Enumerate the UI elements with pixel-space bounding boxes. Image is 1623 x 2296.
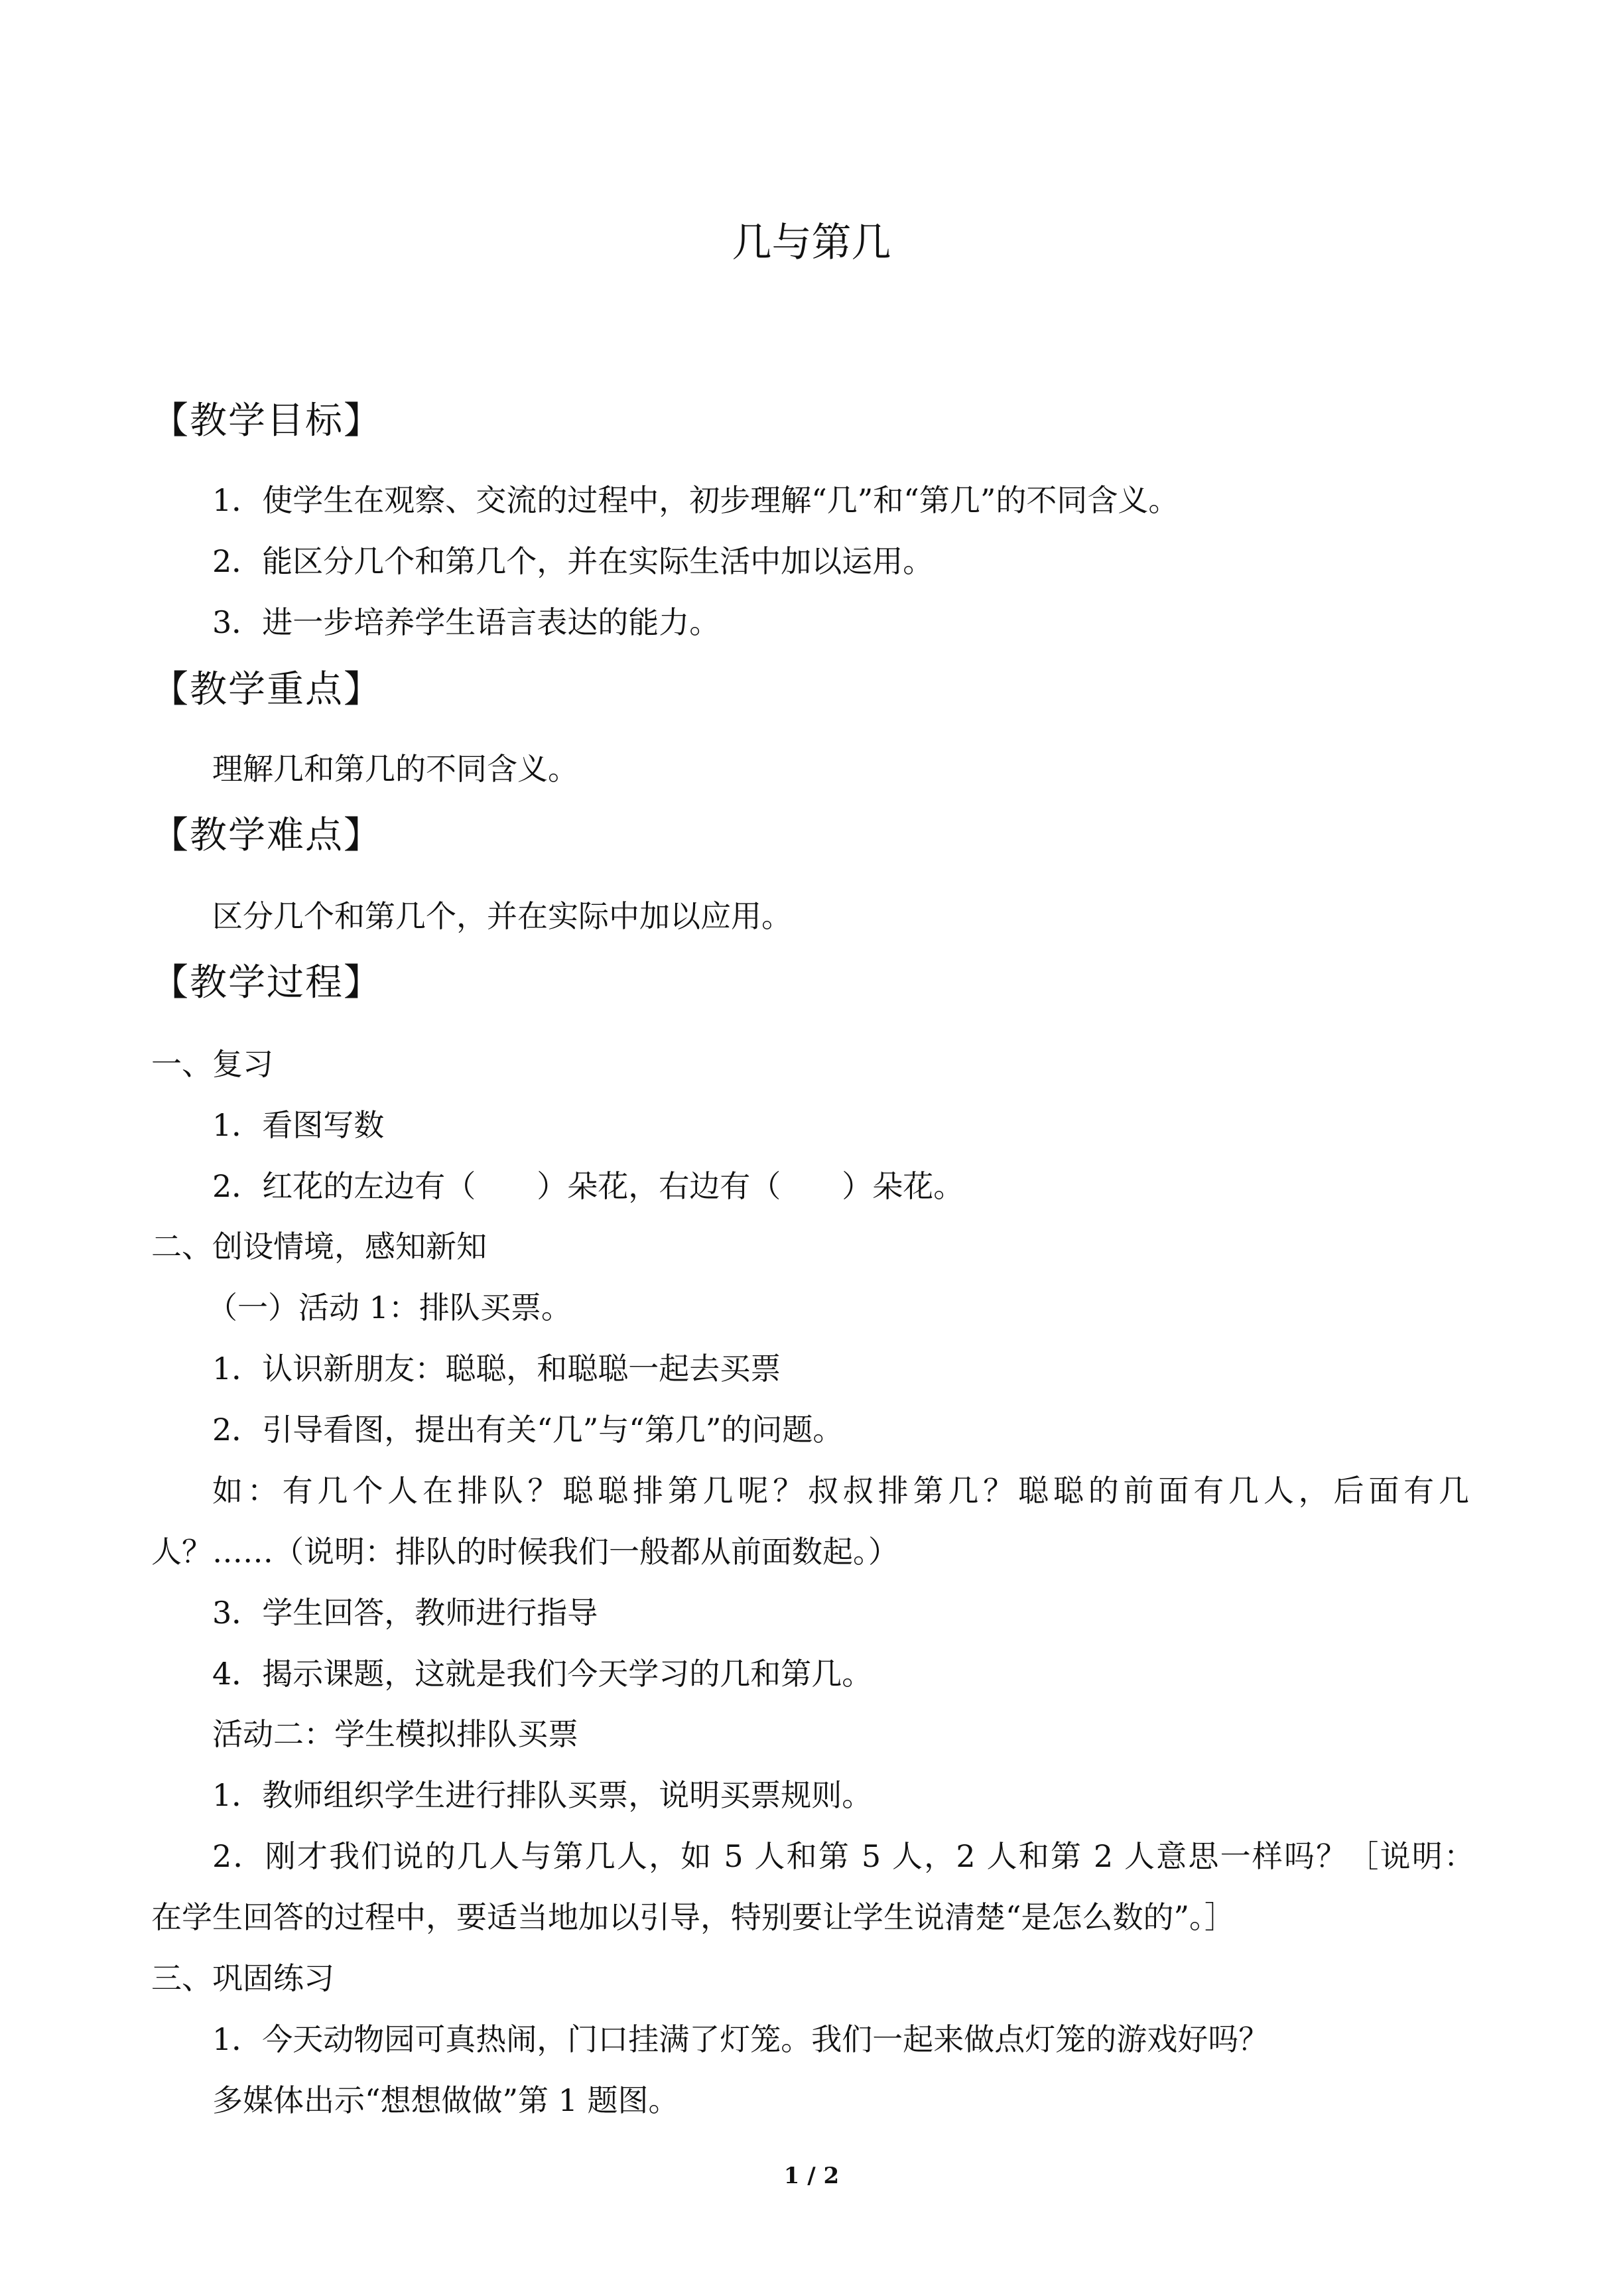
activity1-item-2: 2．引导看图，提出有关“几”与“第几”的问题。 bbox=[212, 1412, 844, 1448]
section-practice-title: 三、巩固练习 bbox=[151, 1960, 334, 1996]
activity2-item-2-line-2: 在学生回答的过程中，要适当地加以引导，特别要让学生说清楚“是怎么数的”。］ bbox=[151, 1899, 1236, 1935]
activity2-title: 活动二：学生模拟排队买票 bbox=[212, 1716, 578, 1752]
activity1-item-1: 1．认识新朋友：聪聪，和聪聪一起去买票 bbox=[212, 1351, 781, 1386]
practice-item-2: 多媒体出示“想想做做”第 1 题图。 bbox=[212, 2082, 679, 2118]
practice-item-1: 1．今天动物园可真热闹，门口挂满了灯笼。我们一起来做点灯笼的游戏好吗？ bbox=[212, 2021, 1269, 2057]
review-item-1: 1．看图写数 bbox=[212, 1107, 385, 1143]
section-review-title: 一、复习 bbox=[151, 1046, 273, 1082]
page-number: 1 / 2 bbox=[783, 2163, 840, 2189]
example-line-2: 人？……（说明：排队的时候我们一般都从前面数起。） bbox=[151, 1534, 899, 1570]
heading-key-points: 【教学重点】 bbox=[151, 668, 382, 711]
goal-item-1: 1．使学生在观察、交流的过程中，初步理解“几”和“第几”的不同含义。 bbox=[212, 482, 1179, 518]
heading-difficulties: 【教学难点】 bbox=[151, 814, 382, 857]
activity2-item-1: 1．教师组织学生进行排队买票，说明买票规则。 bbox=[212, 1777, 873, 1813]
goal-item-3: 3．进一步培养学生语言表达的能力。 bbox=[212, 604, 720, 640]
activity2-item-2-line-1: 2．刚才我们说的几人与第几人，如 5 人和第 5 人，2 人和第 2 人意思一样吗？［说明： bbox=[212, 1838, 1475, 1874]
activity1-item-4: 4．揭示课题，这就是我们今天学习的几和第几。 bbox=[212, 1656, 873, 1692]
document-title: 几与第几 bbox=[732, 220, 891, 266]
heading-teaching-process: 【教学过程】 bbox=[151, 961, 382, 1004]
review-item-2: 2．红花的左边有（ ）朵花，右边有（ ）朵花。 bbox=[212, 1168, 964, 1204]
example-line-1: 如：有几个人在排队？聪聪排第几呢？叔叔排第几？聪聪的前面有几人，后面有几 bbox=[212, 1473, 1469, 1509]
difficulty-text: 区分几个和第几个，并在实际中加以应用。 bbox=[212, 898, 792, 934]
goal-item-2: 2．能区分几个和第几个，并在实际生活中加以运用。 bbox=[212, 543, 934, 579]
activity1-item-3: 3．学生回答，教师进行指导 bbox=[212, 1595, 598, 1631]
key-point-text: 理解几和第几的不同含义。 bbox=[212, 751, 578, 787]
section-scenario-title: 二、创设情境，感知新知 bbox=[151, 1229, 487, 1264]
activity1-title: （一）活动 1：排队买票。 bbox=[207, 1290, 572, 1325]
heading-teaching-goals: 【教学目标】 bbox=[151, 399, 382, 442]
